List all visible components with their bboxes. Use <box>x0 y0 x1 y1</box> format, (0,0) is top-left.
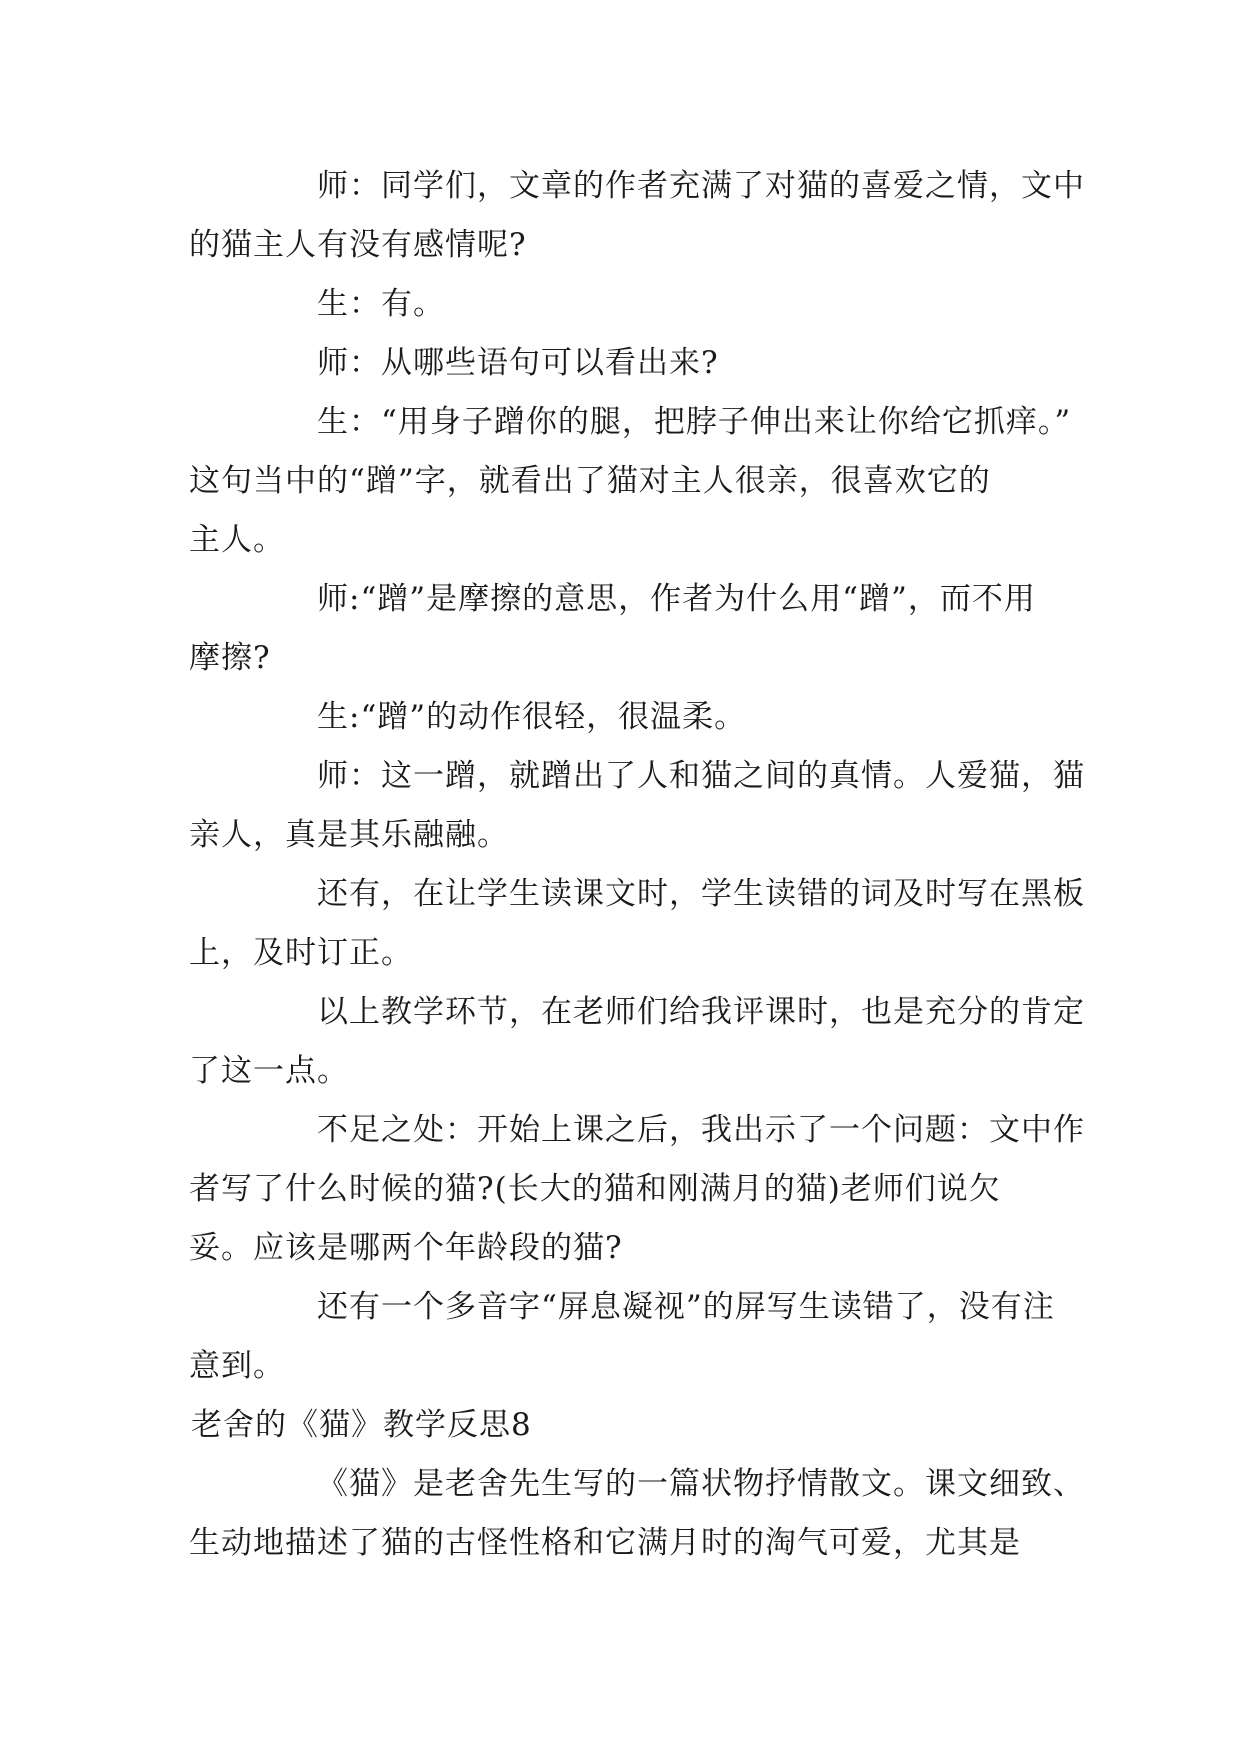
paragraph-line: 还有一个多音字“屏息凝视”的屏写生读错了，没有注 <box>317 1289 1055 1325</box>
paragraph-line: 师：这一蹭，就蹭出了人和猫之间的真情。人爱猫，猫 <box>317 758 1085 794</box>
section-heading: 老舍的《猫》教学反思8 <box>191 1407 532 1443</box>
paragraph-6 <box>191 688 1053 747</box>
paragraph-line: 师：同学们，文章的作者充满了对猫的喜爱之情，文中 <box>317 168 1085 204</box>
paragraph-line: 生：“用身子蹭你的腿，把脖子伸出来让你给它抓痒。” <box>317 404 1072 440</box>
paragraph-10 <box>189 1101 1085 1278</box>
paragraph-line: 意到。 <box>189 1348 285 1384</box>
paragraph-line: 还有，在让学生读课文时，学生读错的词及时写在黑板 <box>317 876 1085 912</box>
paragraph-2 <box>191 275 1053 334</box>
paragraph-line: 这句当中的“蹭”字，就看出了猫对主人很亲，很喜欢它的 <box>189 463 991 499</box>
paragraph-9 <box>189 983 1085 1101</box>
paragraph-3 <box>191 334 1053 393</box>
paragraph-line: 主人。 <box>189 522 285 558</box>
paragraph-line: 了这一点。 <box>189 1053 349 1089</box>
paragraph-7 <box>189 747 1085 865</box>
paragraph-4 <box>189 393 1072 570</box>
paragraph-line: 《猫》是老舍先生写的一篇状物抒情散文。课文细致、 <box>317 1466 1085 1502</box>
paragraph-line: 生：有。 <box>317 286 445 322</box>
paragraph-8 <box>189 865 1085 983</box>
paragraph-line: 师：从哪些语句可以看出来? <box>317 345 719 381</box>
paragraph-line: 的猫主人有没有感情呢? <box>189 227 527 263</box>
paragraph-line: 者写了什么时候的猫?(长大的猫和刚满月的猫)老师们说欠 <box>189 1171 1001 1207</box>
paragraph-line: 妥。应该是哪两个年龄段的猫? <box>189 1230 623 1266</box>
paragraph-line: 摩擦? <box>189 640 271 676</box>
paragraph-line: 不足之处：开始上课之后，我出示了一个问题：文中作 <box>317 1112 1085 1148</box>
paragraph-line: 师:“蹭”是摩擦的意思，作者为什么用“蹭”，而不用 <box>317 581 1036 617</box>
paragraph-line: 生:“蹭”的动作很轻，很温柔。 <box>317 699 747 735</box>
paragraph-line: 亲人，真是其乐融融。 <box>189 817 509 853</box>
paragraph-11 <box>191 1278 1053 1396</box>
paragraph-5 <box>191 570 1053 688</box>
paragraph-line: 生动地描述了猫的古怪性格和它满月时的淘气可爱，尤其是 <box>189 1525 1021 1561</box>
paragraph-final <box>189 1455 1085 1573</box>
paragraph-line: 以上教学环节，在老师们给我评课时，也是充分的肯定 <box>317 994 1085 1030</box>
paragraph-line: 上，及时订正。 <box>189 935 413 971</box>
document-body <box>189 157 1085 1573</box>
paragraph-1 <box>189 157 1085 275</box>
